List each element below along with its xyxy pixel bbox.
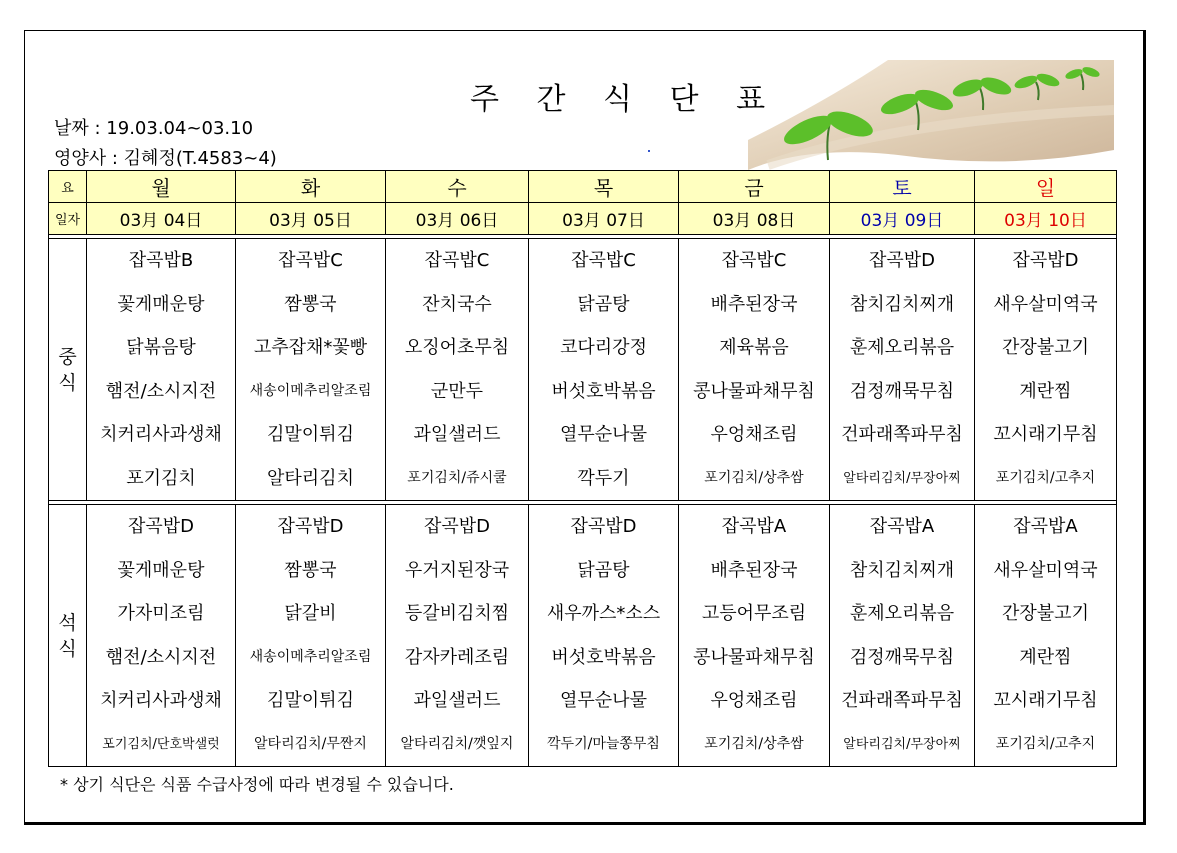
dietitian-info: 영양사 : 김혜정(T.4583~4)	[54, 148, 277, 169]
menu-item: 새우살미역국	[993, 293, 1098, 315]
menu-item: 알타리김치/무장아찌	[843, 470, 961, 486]
sprouting-plants-image	[748, 60, 1114, 170]
date-sat: 03月 09日	[830, 203, 975, 235]
menu-item: 잡곡밥D	[570, 516, 637, 537]
weekly-menu-table	[48, 170, 1117, 767]
menu-item: 군만두	[430, 380, 484, 402]
menu-item: 닭볶음탕	[126, 337, 196, 358]
menu-item: 김말이튀김	[267, 690, 354, 711]
menu-item: 알타리김치/무짠지	[254, 735, 367, 752]
menu-item: 콩나물파채무침	[693, 646, 815, 668]
menu-item: 훈제오리볶음	[849, 603, 955, 624]
dinner-row	[49, 505, 1117, 767]
menu-item: 포기김치/상추쌈	[704, 469, 804, 486]
menu-item: 짬뽕국	[284, 293, 337, 315]
menu-item: 건파래쪽파무침	[841, 690, 963, 711]
menu-item: 고추잡채*꽃빵	[253, 337, 368, 358]
dinner-mon	[87, 505, 236, 767]
menu-item: 꼬시래기무침	[993, 424, 1098, 445]
date-sun: 03月 10日	[975, 203, 1117, 235]
meal-label-char: 석	[58, 611, 77, 634]
footnote: * 상기 식단은 식품 수급사정에 따라 변경될 수 있습니다.	[60, 775, 454, 794]
date-wed: 03月 06日	[386, 203, 529, 235]
menu-item: 등갈비김치찜	[404, 603, 510, 624]
menu-item: 잡곡밥D	[423, 516, 491, 537]
menu-item: 새송이메추리알조림	[249, 382, 372, 399]
dinner-sun	[975, 505, 1117, 767]
dinner-wed	[386, 505, 529, 767]
lunch-label	[49, 239, 87, 501]
menu-item: 검정깨묵무침	[849, 646, 955, 668]
menu-item: 제육볶음	[719, 337, 789, 358]
meal-label-char: 중	[58, 345, 77, 368]
menu-item: 알타리김치/무장아찌	[843, 736, 961, 752]
dinner-label	[49, 505, 87, 767]
menu-item: 과일샐러드	[413, 690, 501, 711]
date-tue: 03月 05日	[236, 203, 386, 235]
menu-item: 잡곡밥B	[128, 250, 194, 271]
lunch-tue	[236, 239, 386, 501]
menu-item: 치커리사과생채	[100, 690, 222, 711]
menu-item: 열무순나물	[560, 690, 647, 711]
menu-item: 잡곡밥D	[127, 516, 195, 537]
menu-item: 코다리강정	[560, 337, 647, 358]
lunch-mon	[87, 239, 236, 501]
dinner-thu	[529, 505, 679, 767]
menu-item: 잡곡밥C	[424, 250, 490, 271]
menu-item: 과일샐러드	[413, 424, 501, 445]
menu-item: 계란찜	[1019, 646, 1072, 668]
menu-item: 잡곡밥D	[1012, 250, 1079, 271]
meal-label-char: 식	[58, 371, 77, 394]
menu-item: 잡곡밥C	[721, 250, 787, 271]
meal-label-char: 식	[58, 637, 77, 660]
menu-item: 훈제오리볶음	[849, 337, 955, 358]
menu-item: 짬뽕국	[284, 559, 337, 581]
lunch-wed	[386, 239, 529, 501]
menu-item: 버섯호박볶음	[551, 380, 656, 402]
menu-item: 계란찜	[1019, 380, 1072, 402]
menu-item: 배추된장국	[710, 559, 798, 581]
menu-item: 참치김치찌개	[849, 293, 955, 315]
menu-item: 새우살미역국	[993, 559, 1098, 581]
stray-dot	[648, 150, 650, 152]
menu-item: 치커리사과생채	[100, 424, 222, 445]
dinner-sat	[830, 505, 975, 767]
menu-item: 검정깨묵무침	[849, 380, 955, 402]
day-header-row	[49, 171, 1117, 203]
day-label: 요	[49, 171, 87, 203]
menu-item: 알타리김치	[267, 467, 354, 489]
menu-item: 포기김치/고추지	[995, 469, 1096, 486]
lunch-fri	[679, 239, 830, 501]
menu-item: 우엉채조림	[710, 690, 798, 711]
menu-item: 꽃게매운탕	[117, 559, 205, 581]
menu-item: 간장불고기	[1002, 603, 1089, 624]
menu-item: 감자카레조림	[404, 646, 510, 668]
day-sun: 일	[975, 171, 1117, 203]
menu-item: 잡곡밥A	[1013, 516, 1078, 537]
menu-item: 포기김치/고추지	[995, 735, 1096, 752]
menu-item: 건파래쪽파무침	[841, 424, 963, 445]
date-mon: 03月 04日	[87, 203, 236, 235]
lunch-sun	[975, 239, 1117, 501]
menu-item: 포기김치/쥬시쿨	[407, 469, 507, 486]
menu-item: 김말이튀김	[267, 424, 354, 445]
day-fri: 금	[679, 171, 830, 203]
menu-item: 닭곰탕	[577, 293, 630, 315]
menu-item: 잔치국수	[422, 293, 492, 315]
menu-item: 간장불고기	[1002, 337, 1089, 358]
day-sat: 토	[830, 171, 975, 203]
menu-item: 고등어무조림	[701, 603, 807, 624]
menu-item: 꼬시래기무침	[993, 690, 1098, 711]
menu-item: 가자미조림	[117, 603, 205, 624]
lunch-sat	[830, 239, 975, 501]
date-label: 일자	[49, 203, 87, 235]
date-fri: 03月 08日	[679, 203, 830, 235]
dinner-fri	[679, 505, 830, 767]
dinner-tue	[236, 505, 386, 767]
date-range: 날짜 : 19.03.04~03.10	[54, 118, 254, 139]
menu-item: 햄전/소시지전	[105, 380, 217, 402]
lunch-thu	[529, 239, 679, 501]
lunch-row	[49, 239, 1117, 501]
menu-item: 잡곡밥C	[571, 250, 636, 271]
menu-item: 우거지된장국	[404, 559, 510, 581]
menu-item: 잡곡밥D	[277, 516, 344, 537]
day-mon: 월	[87, 171, 236, 203]
date-header-row	[49, 203, 1117, 235]
menu-item: 콩나물파채무침	[693, 380, 815, 402]
menu-item: 포기김치/단호박샐럿	[102, 736, 220, 752]
menu-item: 깍두기/마늘쫑무침	[547, 735, 660, 752]
menu-item: 오징어초무침	[404, 337, 510, 358]
menu-item: 꽃게매운탕	[117, 293, 205, 315]
menu-item: 포기김치/상추쌈	[704, 735, 804, 752]
menu-item: 닭곰탕	[577, 559, 630, 581]
menu-item: 배추된장국	[710, 293, 798, 315]
date-thu: 03月 07日	[529, 203, 679, 235]
menu-item: 깍두기	[577, 467, 630, 489]
menu-item: 포기김치	[126, 467, 196, 489]
day-tue: 화	[236, 171, 386, 203]
menu-item: 잡곡밥D	[868, 250, 936, 271]
menu-item: 우엉채조림	[710, 424, 798, 445]
menu-item: 새송이메추리알조림	[249, 648, 372, 665]
menu-item: 햄전/소시지전	[105, 646, 217, 668]
menu-item: 참치김치찌개	[849, 559, 955, 581]
menu-item: 버섯호박볶음	[551, 646, 656, 668]
menu-item: 새우까스*소스	[546, 603, 661, 624]
menu-item: 닭갈비	[284, 603, 337, 624]
menu-item: 잡곡밥A	[869, 516, 935, 537]
menu-item: 잡곡밥C	[278, 250, 343, 271]
day-thu: 목	[529, 171, 679, 203]
menu-item: 잡곡밥A	[721, 516, 787, 537]
page-title: 주 간 식 단 표	[470, 82, 780, 117]
menu-item: 알타리김치/깻잎지	[400, 735, 514, 752]
day-wed: 수	[386, 171, 529, 203]
menu-item: 열무순나물	[560, 424, 647, 445]
